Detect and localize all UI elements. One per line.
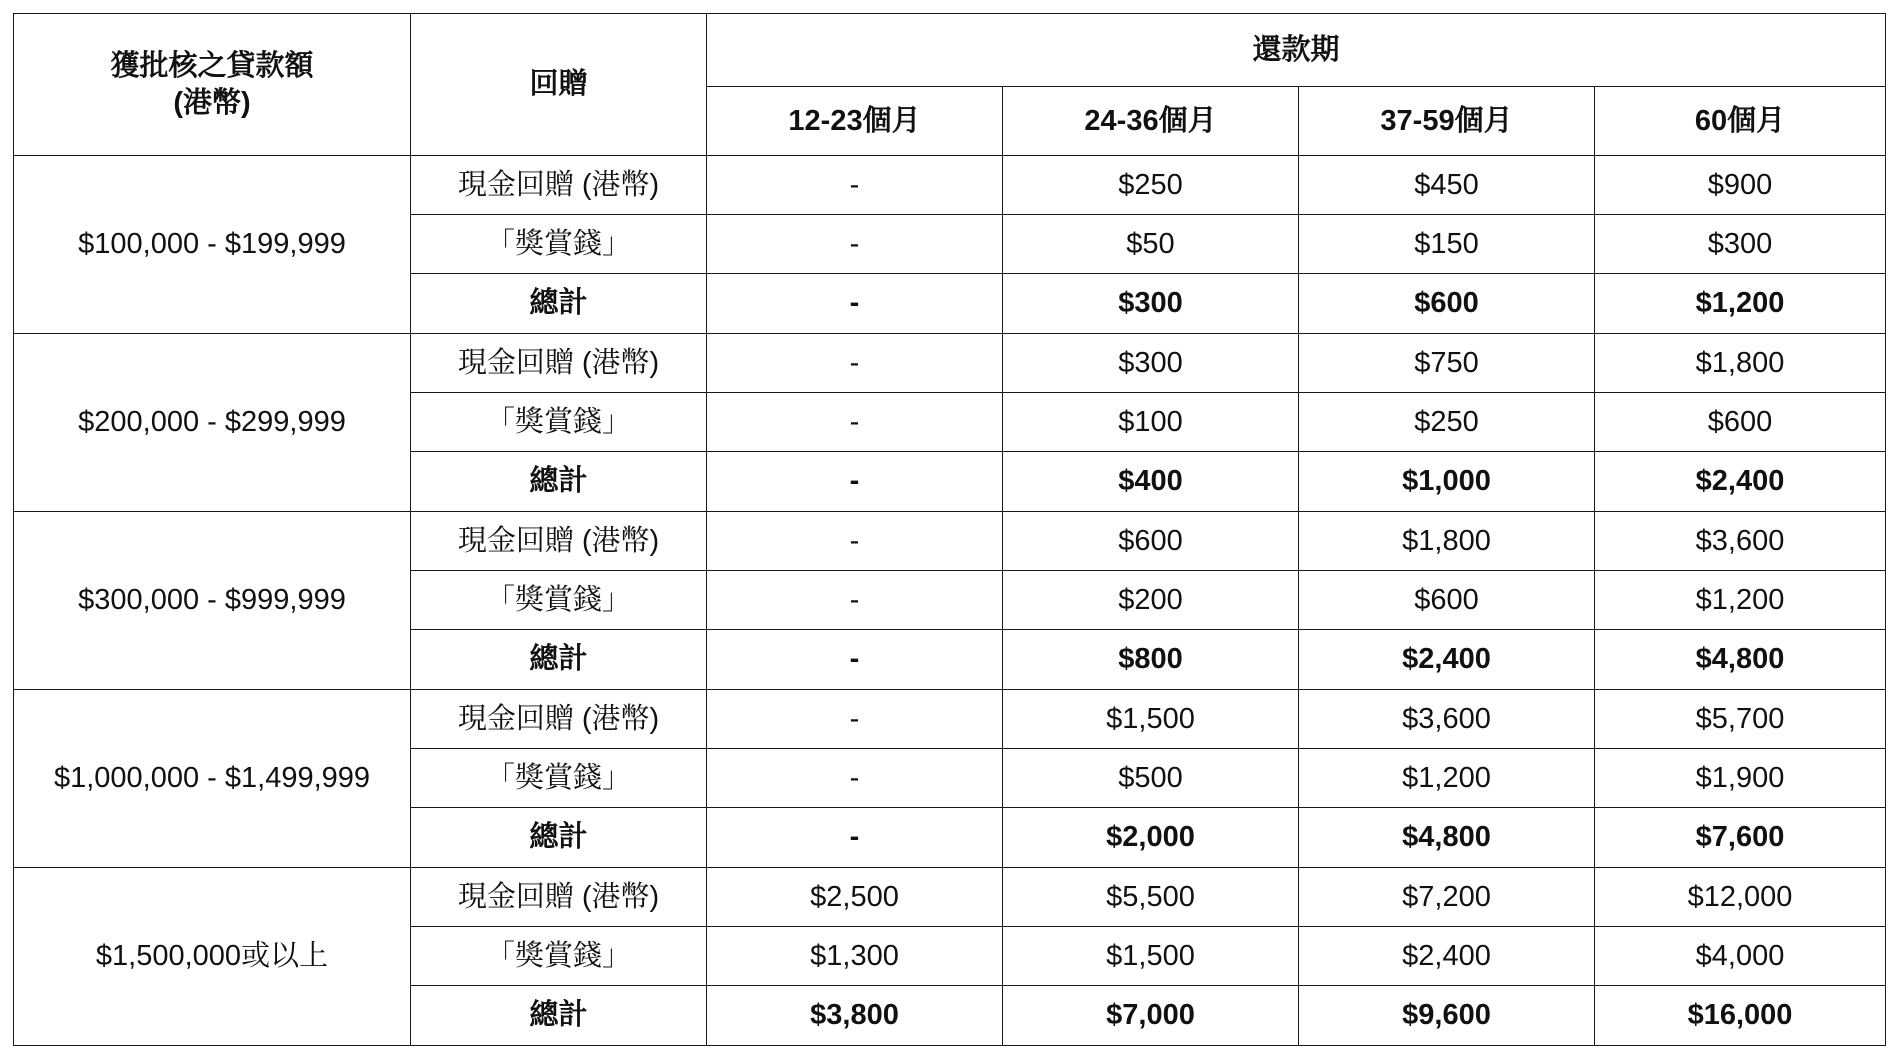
row-total-label: 總計 <box>411 986 707 1046</box>
row-cash-rebate-label: 現金回贈 (港幣) <box>411 512 707 571</box>
value-cell: $1,200 <box>1299 749 1595 808</box>
value-cell: $3,600 <box>1299 690 1595 749</box>
table-row <box>14 334 1886 393</box>
value-cell: $1,200 <box>1595 274 1886 334</box>
header-term: 24-36個月 <box>1003 87 1299 156</box>
value-cell: - <box>707 274 1003 334</box>
value-cell: $2,400 <box>1299 630 1595 690</box>
value-cell: $100 <box>1003 393 1299 452</box>
loan-amount-cell: $1,500,000或以上 <box>14 868 411 1046</box>
header-loan-amount-line1: 獲批核之貸款額 <box>110 50 314 83</box>
value-cell: $5,500 <box>1003 868 1299 927</box>
value-cell: - <box>707 512 1003 571</box>
value-cell: - <box>707 749 1003 808</box>
value-cell: $1,200 <box>1595 571 1886 630</box>
value-cell: $7,600 <box>1595 808 1886 868</box>
header-loan-amount <box>14 14 411 156</box>
value-cell: $600 <box>1003 512 1299 571</box>
row-reward-money-label: 「獎賞錢」 <box>411 215 707 274</box>
loan-amount-cell: $1,000,000 - $1,499,999 <box>14 690 411 868</box>
table-row <box>14 156 1886 215</box>
header-loan-amount-line2: (港幣) <box>173 86 251 119</box>
value-cell: $200 <box>1003 571 1299 630</box>
value-cell: $400 <box>1003 452 1299 512</box>
table-row <box>14 868 1886 927</box>
loan-amount-cell: $100,000 - $199,999 <box>14 156 411 334</box>
value-cell: $1,000 <box>1299 452 1595 512</box>
row-cash-rebate-label: 現金回贈 (港幣) <box>411 334 707 393</box>
value-cell: $2,500 <box>707 868 1003 927</box>
value-cell: $3,800 <box>707 986 1003 1046</box>
value-cell: $250 <box>1003 156 1299 215</box>
row-reward-money-label: 「獎賞錢」 <box>411 393 707 452</box>
value-cell: $300 <box>1595 215 1886 274</box>
value-cell: $4,000 <box>1595 927 1886 986</box>
header-term: 60個月 <box>1595 87 1886 156</box>
value-cell: $600 <box>1299 274 1595 334</box>
value-cell: $1,500 <box>1003 690 1299 749</box>
value-cell: - <box>707 690 1003 749</box>
value-cell: $4,800 <box>1595 630 1886 690</box>
value-cell: $5,700 <box>1595 690 1886 749</box>
value-cell: $800 <box>1003 630 1299 690</box>
table-body <box>14 156 1886 1046</box>
value-cell: - <box>707 334 1003 393</box>
value-cell: $1,900 <box>1595 749 1886 808</box>
row-total-label: 總計 <box>411 452 707 512</box>
value-cell: $1,800 <box>1299 512 1595 571</box>
value-cell: $16,000 <box>1595 986 1886 1046</box>
value-cell: - <box>707 808 1003 868</box>
value-cell: $12,000 <box>1595 868 1886 927</box>
row-reward-money-label: 「獎賞錢」 <box>411 571 707 630</box>
value-cell: $7,200 <box>1299 868 1595 927</box>
value-cell: $1,800 <box>1595 334 1886 393</box>
value-cell: $300 <box>1003 334 1299 393</box>
value-cell: $2,000 <box>1003 808 1299 868</box>
loan-amount-cell: $200,000 - $299,999 <box>14 334 411 512</box>
table-row <box>14 690 1886 749</box>
value-cell: - <box>707 215 1003 274</box>
row-cash-rebate-label: 現金回贈 (港幣) <box>411 156 707 215</box>
value-cell: $3,600 <box>1595 512 1886 571</box>
row-cash-rebate-label: 現金回贈 (港幣) <box>411 690 707 749</box>
header-term: 12-23個月 <box>707 87 1003 156</box>
header-repayment-period: 還款期 <box>707 14 1886 87</box>
value-cell: $250 <box>1299 393 1595 452</box>
loan-amount-cell: $300,000 - $999,999 <box>14 512 411 690</box>
header-rebate: 回贈 <box>411 14 707 156</box>
header-term: 37-59個月 <box>1299 87 1595 156</box>
value-cell: $4,800 <box>1299 808 1595 868</box>
row-reward-money-label: 「獎賞錢」 <box>411 749 707 808</box>
row-total-label: 總計 <box>411 808 707 868</box>
rebate-table-container <box>13 13 1886 1046</box>
value-cell: $1,300 <box>707 927 1003 986</box>
table-row <box>14 512 1886 571</box>
value-cell: $450 <box>1299 156 1595 215</box>
value-cell: $50 <box>1003 215 1299 274</box>
value-cell: - <box>707 630 1003 690</box>
value-cell: $2,400 <box>1595 452 1886 512</box>
value-cell: - <box>707 571 1003 630</box>
value-cell: $600 <box>1595 393 1886 452</box>
value-cell: - <box>707 393 1003 452</box>
row-cash-rebate-label: 現金回贈 (港幣) <box>411 868 707 927</box>
value-cell: - <box>707 452 1003 512</box>
value-cell: $2,400 <box>1299 927 1595 986</box>
value-cell: $9,600 <box>1299 986 1595 1046</box>
value-cell: $7,000 <box>1003 986 1299 1046</box>
value-cell: $1,500 <box>1003 927 1299 986</box>
value-cell: $900 <box>1595 156 1886 215</box>
row-total-label: 總計 <box>411 274 707 334</box>
value-cell: $500 <box>1003 749 1299 808</box>
value-cell: $750 <box>1299 334 1595 393</box>
value-cell: - <box>707 156 1003 215</box>
value-cell: $600 <box>1299 571 1595 630</box>
value-cell: $300 <box>1003 274 1299 334</box>
row-reward-money-label: 「獎賞錢」 <box>411 927 707 986</box>
row-total-label: 總計 <box>411 630 707 690</box>
rebate-table <box>13 13 1886 1046</box>
value-cell: $150 <box>1299 215 1595 274</box>
